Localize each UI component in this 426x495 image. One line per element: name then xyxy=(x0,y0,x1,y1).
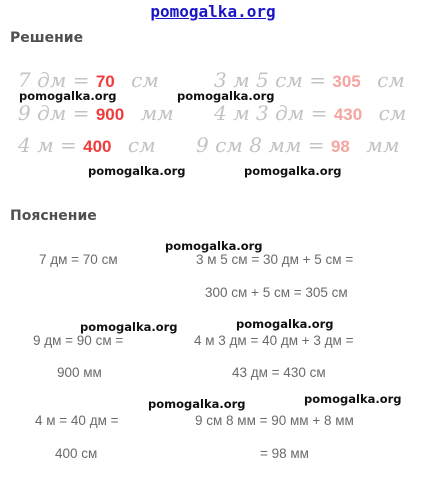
unit: см xyxy=(127,133,156,157)
expression: 7 дм = xyxy=(18,68,90,92)
unit: см xyxy=(378,101,407,125)
watermark: pomogalka.org xyxy=(165,239,263,253)
watermark: pomogalka.org xyxy=(304,392,402,406)
expression: 9 см 8 мм = xyxy=(196,133,325,157)
solution-item-right-2 xyxy=(214,101,406,125)
answer: 70 xyxy=(95,72,115,91)
explanation-line: 4 м 3 дм = 40 дм + 3 дм = xyxy=(194,333,354,348)
solution-heading: Решение xyxy=(10,30,84,46)
watermark: pomogalka.org xyxy=(236,317,334,331)
explanation-line: 9 см 8 мм = 90 мм + 8 мм xyxy=(195,413,354,428)
site-title[interactable]: pomogalka.org xyxy=(150,2,276,21)
watermark: pomogalka.org xyxy=(244,164,342,178)
solution-item-right-3 xyxy=(196,133,399,157)
explanation-line: 400 см xyxy=(55,446,98,461)
explanation-heading: Пояснение xyxy=(10,208,97,224)
explanation-line: 300 см + 5 см = 305 см xyxy=(205,285,348,300)
explanation-line: = 98 мм xyxy=(260,446,309,461)
expression: 4 м 3 дм = xyxy=(214,101,328,125)
unit: мм xyxy=(366,133,400,157)
answer: 98 xyxy=(330,137,350,156)
unit: мм xyxy=(140,101,174,125)
watermark: pomogalka.org xyxy=(80,320,178,334)
explanation-line: 43 дм = 430 см xyxy=(232,365,326,380)
expression: 4 м = xyxy=(18,133,77,157)
answer: 430 xyxy=(333,105,363,124)
explanation-line: 3 м 5 см = 30 дм + 5 см = xyxy=(196,252,354,267)
answer: 400 xyxy=(83,137,112,156)
unit: см xyxy=(377,68,405,92)
unit: см xyxy=(131,68,159,92)
answer: 305 xyxy=(332,72,361,91)
explanation-line: 4 м = 40 дм = xyxy=(35,413,119,428)
answer: 900 xyxy=(95,105,125,124)
solution-item-left-2 xyxy=(18,101,174,125)
watermark: pomogalka.org xyxy=(88,164,186,178)
expression: 3 м 5 см = xyxy=(214,68,327,92)
explanation-line: 9 дм = 90 см = xyxy=(33,333,124,348)
explanation-line: 900 мм xyxy=(57,365,102,380)
solution-item-left-3 xyxy=(18,133,156,157)
explanation-line: 7 дм = 70 см xyxy=(39,252,118,267)
watermark: pomogalka.org xyxy=(148,397,246,411)
watermark: pomogalka.org xyxy=(177,89,275,103)
expression: 9 дм = xyxy=(18,101,90,125)
watermark: pomogalka.org xyxy=(19,89,117,103)
